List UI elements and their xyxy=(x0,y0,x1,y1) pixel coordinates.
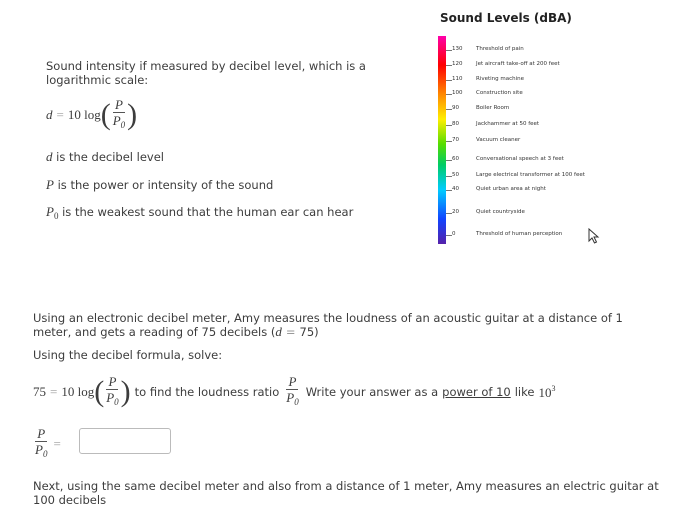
level-db: 110 xyxy=(452,76,463,82)
sound-level-color-bar xyxy=(438,36,446,244)
problem-equation: 75 = 10 log ( $\frac{P}{P_0}$ ) to find the loudness ratio $\frac{P}{P_0}$ Write your answer as a power of 10 like $10^3$ xyxy=(33,374,556,408)
level-db: 130 xyxy=(452,46,463,52)
mouse-cursor-icon xyxy=(588,228,600,244)
level-label: Construction site xyxy=(476,90,523,96)
problem-line-3: Using the decibel formula, solve: xyxy=(33,348,223,362)
level-db: 0 xyxy=(452,231,456,237)
level-label: Boiler Room xyxy=(476,105,510,111)
level-label: Quiet urban area at night xyxy=(476,186,546,192)
level-label: Threshold of pain xyxy=(476,46,524,52)
problem-line-1: Using an electronic decibel meter, Amy measures the loudness of an acoustic guitar at a distance of 1 xyxy=(33,311,623,325)
level-label: Quiet countryside xyxy=(476,209,525,215)
intro-line-2: logarithmic scale: xyxy=(46,73,149,87)
level-label: Jackhammer at 50 feet xyxy=(476,121,540,127)
problem-line-2: meter, and gets a reading of 75 decibels (d = 75) xyxy=(33,324,319,339)
level-db: 100 xyxy=(452,90,463,96)
answer-input[interactable] xyxy=(79,428,171,454)
level-label: Vacuum cleaner xyxy=(476,137,521,143)
definition-p0: $P_0$ is the weakest sound that the human ear can hear xyxy=(46,204,354,221)
answer-row: $\frac{P}{P_0}$ = xyxy=(35,426,61,459)
decibel-formula: d = 10 log ( $\frac{P}{P_0}$ ) xyxy=(46,97,138,131)
next-line-1: Next, using the same decibel meter and also from a distance of 1 meter, Amy measures an electric guitar at xyxy=(33,479,659,493)
level-db: 60 xyxy=(452,156,459,162)
level-db: 20 xyxy=(452,209,459,215)
level-db: 90 xyxy=(452,105,459,111)
level-label: Riveting machine xyxy=(476,76,525,82)
level-db: 40 xyxy=(452,186,459,192)
next-line-2: 100 decibels xyxy=(33,493,107,507)
intro-line-1: Sound intensity if measured by decibel level, which is a xyxy=(46,59,366,73)
level-db: 120 xyxy=(452,61,463,67)
level-label: Large electrical transformer at 100 feet xyxy=(476,172,585,178)
chart-title: Sound Levels (dBA) xyxy=(440,11,572,25)
level-label: Threshold of human perception xyxy=(476,231,563,237)
level-db: 50 xyxy=(452,172,459,178)
definition-d: d is the decibel level xyxy=(46,149,164,164)
level-db: 80 xyxy=(452,121,459,127)
power-of-10-link[interactable]: power of 10 xyxy=(442,385,511,399)
level-db: 70 xyxy=(452,137,459,143)
definition-p: P is the power or intensity of the sound xyxy=(46,177,274,192)
level-label: Conversational speech at 3 feet xyxy=(476,156,564,162)
level-label: Jet aircraft take-off at 200 feet xyxy=(476,61,560,67)
